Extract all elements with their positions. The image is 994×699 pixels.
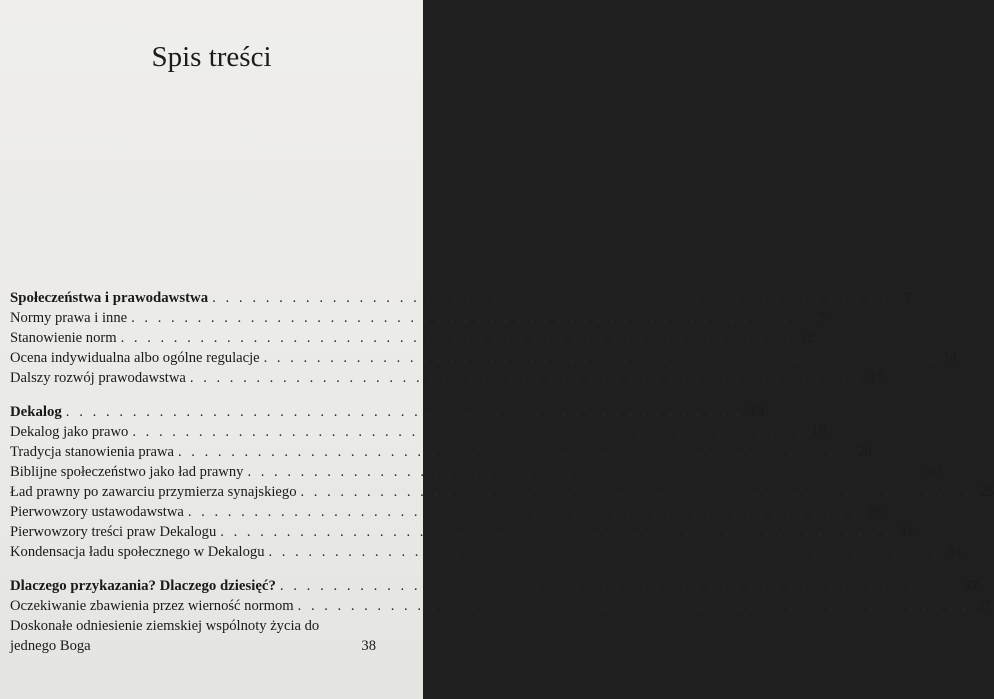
toc-section	[10, 576, 992, 656]
toc-entry-row	[10, 442, 872, 462]
entry-title: Doskonałe odniesienie ziemskiej wspólnoty życia do jednego Boga	[10, 618, 320, 654]
toc-chapter-row	[10, 402, 765, 422]
chapter-title: Społeczeństwa i prawodawstwa	[10, 290, 209, 306]
entry-page-number: 37	[976, 598, 992, 614]
leader-dots: . . . . . . . . . . . . . . . . . . . . . . . . . . . . . . . . . . . . . . . . . . . . . . . . . . .	[263, 350, 936, 366]
entry-page-number: 19	[811, 424, 826, 440]
entry-title: Ład prawny po zawarciu przymierza synajskiego	[10, 484, 297, 500]
entry-title: Ocena indywidualna albo ogólne regulacje	[10, 350, 260, 366]
toc-entry-row	[10, 328, 815, 348]
chapter-page-number: 7	[903, 290, 911, 306]
toc-entry-row	[10, 502, 882, 522]
entry-title: Pierwowzory ustawodawstwa	[10, 504, 184, 520]
leader-dots: . . . . . . . . . . . . . . . . . . . . . . . . . . . . . . . . . . . . . . . . . . . . . . . . . . .	[297, 598, 970, 614]
table-of-contents	[10, 288, 994, 670]
entry-title: Normy prawa i inne	[10, 310, 128, 326]
entry-page-number: 7	[817, 310, 825, 326]
entry-page-number: 25	[979, 484, 994, 500]
leader-dots: . . . . . . . . . . . . . . . . . . . . . . . . . . . . . . . . . . . . . . . . . . . . . . . . . . .	[131, 310, 803, 326]
leader-dots: . . . . . . . . . . . . . . . . . . . . . . . . . . . . . . . . . . . . . . . . . . . . . . . . . . .	[212, 290, 889, 306]
toc-section	[10, 288, 958, 388]
chapter-page-number: 37	[963, 578, 979, 594]
toc-entry-row	[10, 422, 826, 442]
toc-entry-row	[10, 596, 992, 616]
entry-page-number: 38	[361, 638, 376, 654]
page-title: Spis treści	[151, 41, 272, 74]
entry-page-number: 17	[868, 370, 884, 386]
leader-dots: . . . . . . . . . . . . . . . . . . . . . . . . . . . . . . . . . . . . . . . . . . . . . . . . . . .	[268, 544, 940, 560]
toc-entry-row	[10, 522, 914, 542]
toc-entry-row	[10, 462, 941, 482]
entry-page-number: 20	[926, 464, 941, 480]
leader-dots: . . . . . . . . . . . . . . . . . . . . . . . . . . . . . . . . . . . . . . . . . . . . . . . . . . .	[247, 464, 919, 480]
toc-entry-row	[10, 368, 884, 388]
toc-entry-row	[10, 542, 962, 562]
entry-title: Dalszy rozwój prawodawstwa	[10, 370, 186, 386]
toc-entry-row	[10, 482, 994, 502]
entry-title: Stanowienie norm	[10, 330, 117, 346]
entry-title: Biblijne społeczeństwo jako ład prawny	[10, 464, 244, 480]
toc-entry-row	[10, 616, 376, 656]
leader-dots: . . . . . . . . . . . . . . . . . . . . . . . . . . . . . . . . . . . . . . . . . . . . . . . . . . .	[189, 370, 862, 386]
entry-page-number: 20	[856, 444, 872, 460]
leader-dots: . . . . . . . . . . . . . . . . . . . . . . . . . . . . . . . . . . . . . . . . . . . . . . . . . . .	[187, 504, 860, 520]
leader-dots: . . . . . . . . . . . . . . . . . . . . . . . . . . . . . . . . . . . . . . . . . . . . . . . . . . .	[132, 424, 804, 440]
leader-dots: . . . . . . . . . . . . . . . . . . . . . . . . . . . . . . . . . . . . . . . . . . . . . . . . . . .	[279, 578, 957, 594]
entry-title: Tradycja stanowienia prawa	[10, 444, 174, 460]
entry-page-number: 31	[947, 544, 962, 560]
leader-dots: . . . . . . . . . . . . . . . . . . . . . . . . . . . . . . . . . . . . . . . . . . . . . . . . . . .	[300, 484, 972, 500]
toc-chapter-row	[10, 288, 911, 308]
leader-dots: . . . . . . . . . . . . . . . . . . . . . . . . . . . . . . . . . . . . . . . . . . . . . . . . . . .	[220, 524, 892, 540]
toc-chapter-row	[10, 576, 979, 596]
entry-title: Pierwowzory treści praw Dekalogu	[10, 524, 217, 540]
toc-entry-row	[10, 348, 958, 368]
leader-dots: . . . . . . . . . . . . . . . . . . . . . . . . . . . . . . . . . . . . . . . . . . . . . . . . . . .	[120, 330, 793, 346]
chapter-page-number: 19	[749, 404, 765, 420]
entry-title: Kondensacja ładu społecznego w Dekalogu	[10, 544, 265, 560]
entry-page-number: 12	[799, 330, 815, 346]
entry-page-number: 31	[899, 524, 914, 540]
toc-section	[10, 402, 994, 562]
entry-page-number: 29	[866, 504, 882, 520]
entry-title: Dekalog jako prawo	[10, 424, 129, 440]
entry-page-number: 14	[942, 350, 958, 366]
chapter-title: Dekalog	[10, 404, 62, 420]
leader-dots: . . . . . . . . . . . . . . . . . . . . . . . . . . . . . . . . . . . . . . . . . . . . . . . . . . .	[178, 444, 850, 460]
toc-entry-row	[10, 308, 825, 328]
leader-dots: . . . . . . . . . . . . . . . . . . . . . . . . . . . . . . . . . . . . . . . . . . . . . . . . . . .	[65, 404, 743, 420]
entry-title: Oczekiwanie zbawienia przez wierność normom	[10, 598, 294, 614]
chapter-title: Dlaczego przykazania? Dlaczego dziesięć?	[10, 578, 276, 594]
